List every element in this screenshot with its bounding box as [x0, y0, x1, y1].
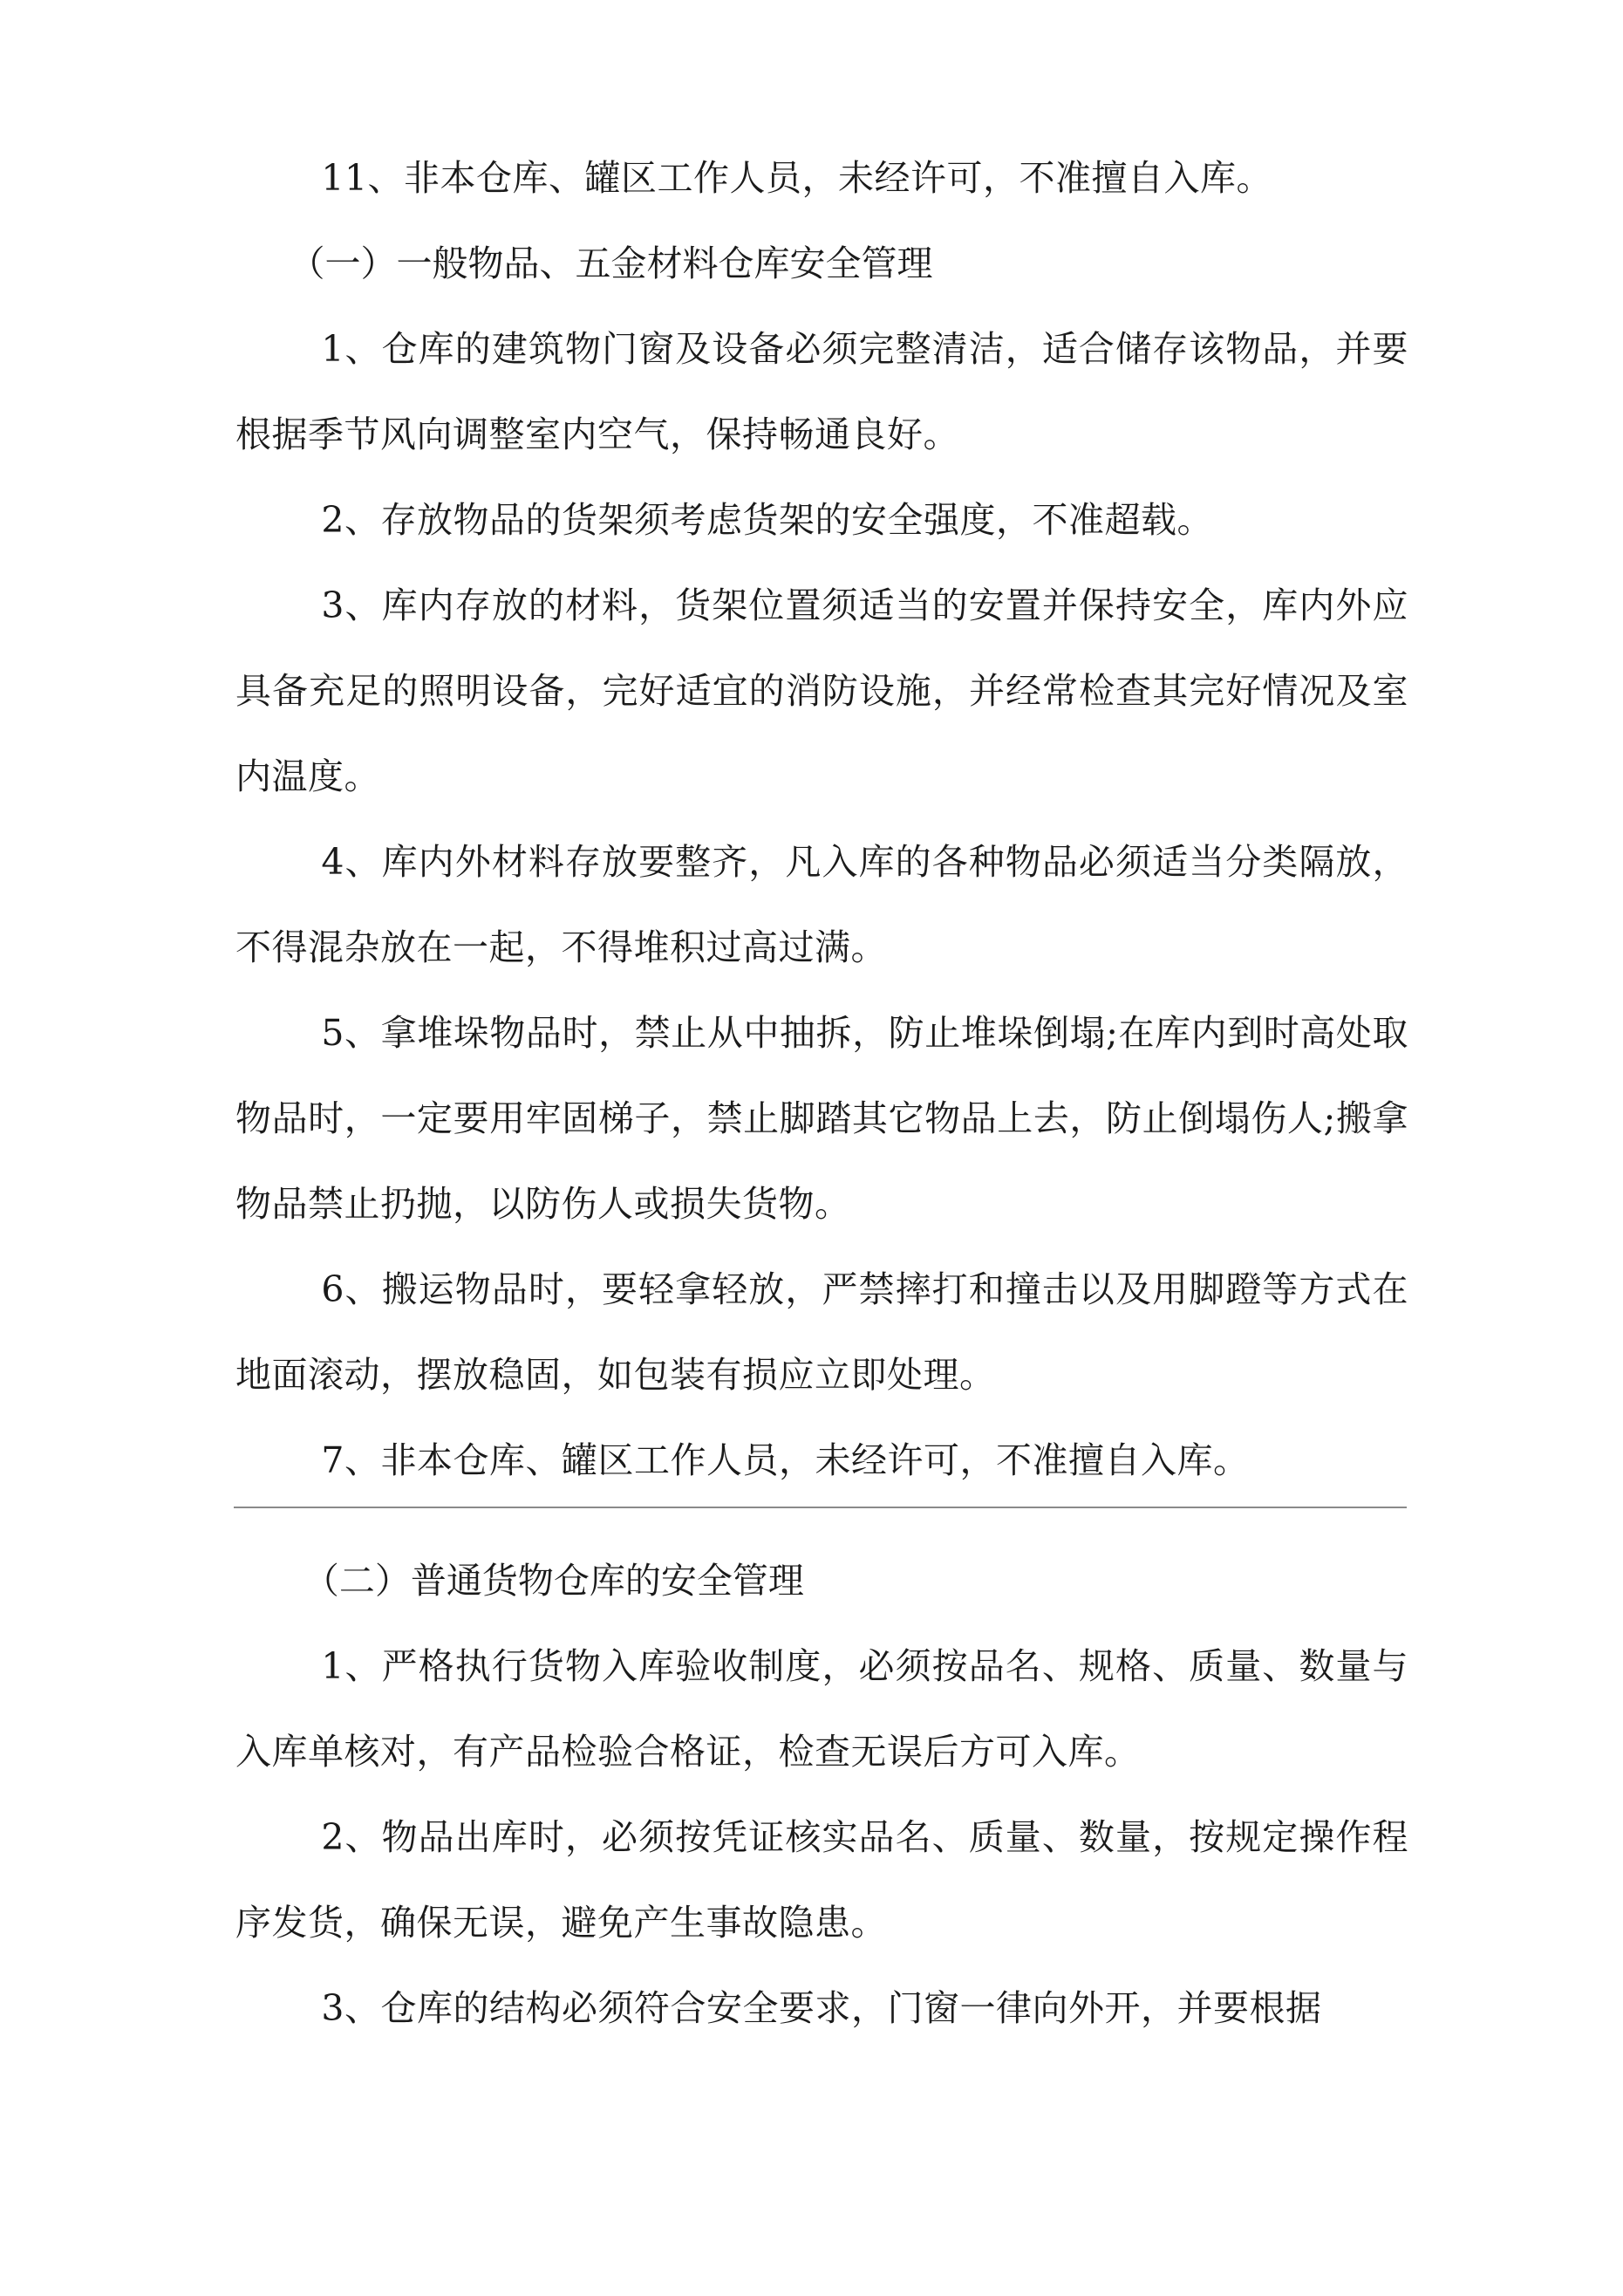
rule-paragraph-5: 5、拿堆垛物品时，禁止从中抽拆，防止堆垛倒塌;在库内到时高处取物品时，一定要用牢固梯子，禁止脚踏其它物品上去，防止倒塌伤人;搬拿物品禁止扔抛，以防伤人或损失货物。	[235, 1012, 1408, 1225]
rule-paragraph-2: 2、物品出库时，必须按凭证核实品名、质量、数量，按规定操作程序发货，确保无误，避免产生事故隐患。	[235, 1816, 1408, 1944]
rule-paragraph-3: 3、库内存放的材料，货架位置须适当的安置并保持安全，库内外应具备充足的照明设备，完好适宜的消防设施，并经常检查其完好情况及室内温度。	[235, 584, 1408, 797]
rule-paragraph-2: 2、存放物品的货架须考虑货架的安全强度，不准超载。	[321, 499, 1213, 541]
section-heading-1: （一）一般物品、五金材料仓库安全管理	[289, 243, 933, 284]
rule-paragraph-1: 1、严格执行货物入库验收制度，必须按品名、规格、质量、数量与入库单核对，有产品检验合格证，检查无误后方可入库。	[235, 1645, 1408, 1773]
rule-paragraph-7: 7、非本仓库、罐区工作人员，未经许可，不准擅自入库。	[321, 1439, 1250, 1481]
rule-paragraph-3: 3、仓库的结构必须符合安全要求，门窗一律向外开，并要根据	[321, 1987, 1322, 2029]
section-divider	[234, 1507, 1407, 1508]
rule-paragraph-6: 6、搬运物品时，要轻拿轻放，严禁摔打和撞击以及用脚蹬等方式在地面滚动，摆放稳固，如包装有损应立即处理。	[235, 1268, 1408, 1396]
section-ordinary-goods-warehouse	[235, 1538, 1408, 2051]
rule-paragraph-11: 11、非本仓库、罐区工作人员，未经许可，不准擅自入库。	[321, 157, 1273, 199]
rule-paragraph-4: 4、库内外材料存放要整齐，凡入库的各种物品必须适当分类隔放，不得混杂放在一起，不得堆积过高过满。	[235, 841, 1408, 968]
section-general-warehouse	[235, 135, 1408, 1503]
section-heading-2: （二）普通货物仓库的安全管理	[303, 1560, 804, 1602]
rule-paragraph-1: 1、仓库的建筑物门窗及设备必须完整清洁，适合储存该物品，并要根据季节风向调整室内空气，保持畅通良好。	[235, 328, 1408, 455]
